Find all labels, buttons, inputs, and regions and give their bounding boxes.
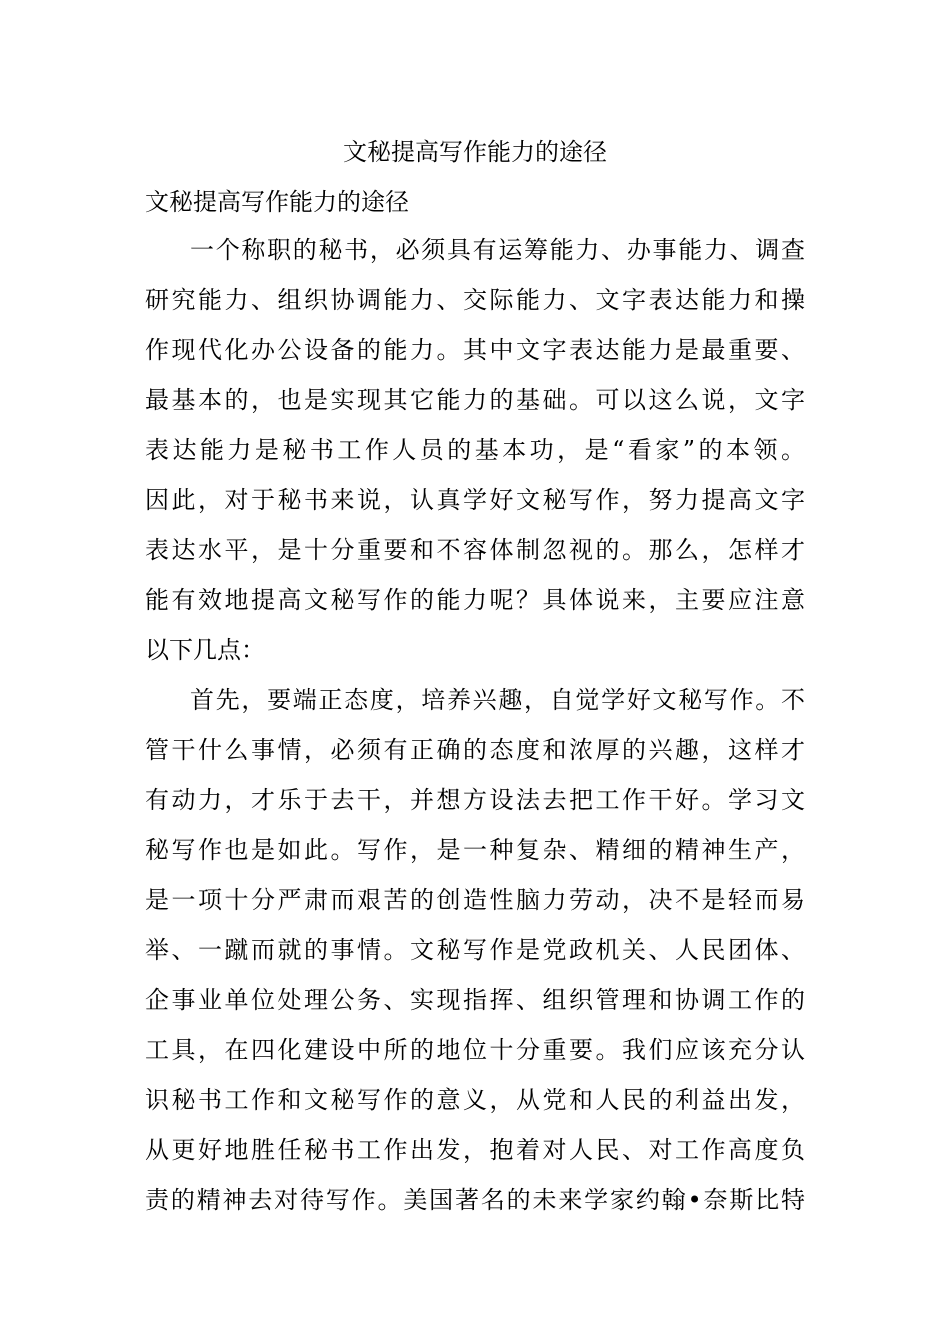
paragraph-line: 有动力，才乐于去干，并想方设法去把工作干好。学习文 [145,786,805,814]
paragraph-line: 从更好地胜任秘书工作出发，抱着对人民、对工作高度负 [145,1136,805,1164]
paragraph-line: 秘写作也是如此。写作，是一种复杂、精细的精神生产， [145,836,805,864]
paragraph-line: 一个称职的秘书，必须具有运筹能力、办事能力、调查 [190,236,805,264]
paragraph-line: 表达能力是秘书工作人员的基本功，是“看家”的本领。 [145,436,805,464]
document-title: 文秘提高写作能力的途径 [343,138,607,166]
paragraph-line: 因此，对于秘书来说，认真学好文秘写作，努力提高文字 [145,486,805,514]
paragraph-line: 识秘书工作和文秘写作的意义，从党和人民的利益出发， [145,1086,805,1114]
paragraph-line: 责的精神去对待写作。美国著名的未来学家约翰•奈斯比特 [145,1186,805,1214]
paragraph-line: 能有效地提高文秘写作的能力呢？具体说来，主要应注意 [145,586,805,614]
paragraph-line: 表达水平，是十分重要和不容体制忽视的。那么，怎样才 [145,536,805,564]
paragraph-line: 研究能力、组织协调能力、交际能力、文字表达能力和操 [145,286,805,314]
paragraph-line: 是一项十分严肃而艰苦的创造性脑力劳动，决不是轻而易 [145,886,805,914]
paragraph-line: 管干什么事情，必须有正确的态度和浓厚的兴趣，这样才 [145,736,805,764]
paragraph-line: 作现代化办公设备的能力。其中文字表达能力是最重要、 [145,336,805,364]
paragraph-line: 最基本的，也是实现其它能力的基础。可以这么说，文字 [145,386,805,414]
paragraph-line: 首先，要端正态度，培养兴趣，自觉学好文秘写作。不 [190,686,805,714]
paragraph-line: 工具，在四化建设中所的地位十分重要。我们应该充分认 [145,1036,805,1064]
document-subtitle: 文秘提高写作能力的途径 [145,188,409,216]
paragraph-line: 以下几点： [145,636,265,664]
paragraph-line: 举、一蹴而就的事情。文秘写作是党政机关、人民团体、 [145,936,805,964]
paragraph-line: 企事业单位处理公务、实现指挥、组织管理和协调工作的 [145,986,805,1014]
